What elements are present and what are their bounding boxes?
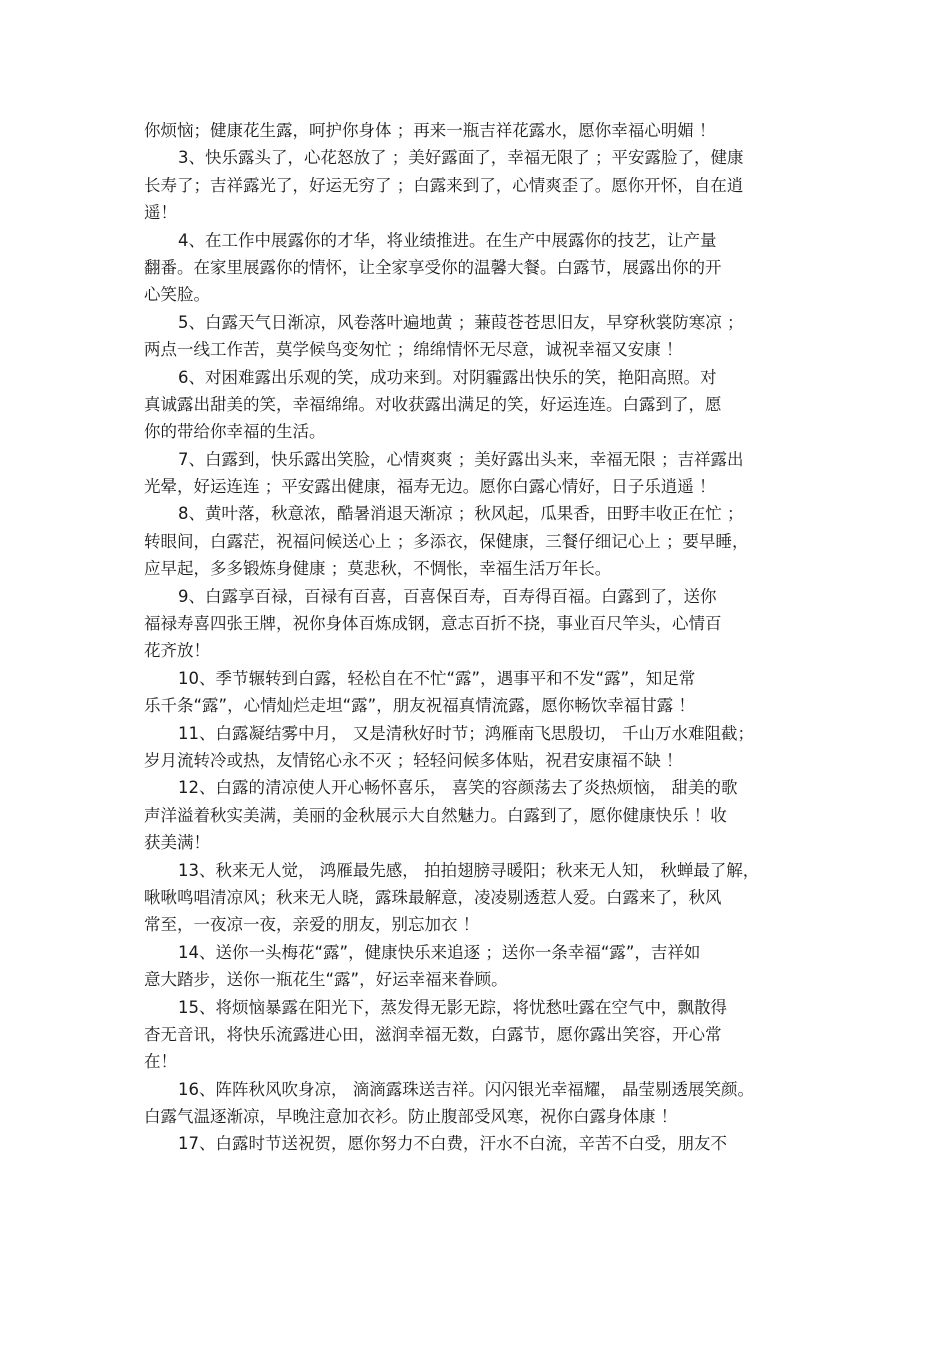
- paragraph-line: 乐千条“露”，心情灿烂走坦“露”，朋友祝福真情流露，愿你畅饮幸福甘露 ！: [144, 696, 695, 716]
- paragraph-first-line: 6、对困难露出乐观的笑，成功来到。对阴霾露出快乐的笑，艳阳高照。对: [178, 367, 717, 387]
- paragraph-line: 常至，一夜凉一夜，亲爱的朋友，别忘加衣 ！: [144, 915, 480, 935]
- paragraph-line: 获美满！: [144, 833, 210, 853]
- paragraph-line: 心笑脸。: [144, 285, 210, 305]
- paragraph-line: 在！: [144, 1052, 177, 1072]
- paragraph-first-line: 15、将烦恼暴露在阳光下，蒸发得无影无踪，将忧愁吐露在空气中，飘散得: [178, 997, 727, 1017]
- paragraph-first-line: 4、在工作中展露你的才华，将业绩推进。在生产中展露你的技艺，让产量: [178, 230, 717, 250]
- paragraph-first-line: 12、白露的清凉使人开心畅怀喜乐， 喜笑的容颜荡去了炎热烦恼， 甜美的歌: [178, 778, 738, 798]
- paragraph-line: 光晕，好运连连 ；平安露出健康，福寿无边。愿你白露心情好，日子乐逍遥 ！: [144, 477, 716, 497]
- paragraph-line: 遥！: [144, 203, 177, 223]
- paragraph-line: 两点一线工作苦，莫学候鸟变匆忙 ；绵绵情怀无尽意，诚祝幸福又安康 ！: [144, 340, 683, 360]
- paragraph-line: 声洋溢着秋实美满，美丽的金秋展示大自然魅力。白露到了，愿你健康快乐 ！收: [144, 805, 727, 825]
- paragraph-line: 应早起，多多锻炼身健康 ；莫悲秋，不惆怅，幸福生活万年长。: [144, 559, 612, 579]
- paragraph-line: 啾啾鸣唱清凉风；秋来无人晓，露珠最解意，凌凌剔透惹人爱。白露来了，秋风: [144, 887, 722, 907]
- paragraph-first-line: 7、白露到，快乐露出笑脸，心情爽爽 ；美好露出头来，幸福无限 ；吉祥露出: [178, 449, 744, 469]
- paragraph-first-line: 9、白露享百禄，百禄有百喜，百喜保百寿，百寿得百福。白露到了，送你: [178, 586, 717, 606]
- paragraph-first-line: 14、送你一头梅花“露”，健康快乐来追逐 ；送你一条幸福“露”，吉祥如: [178, 942, 701, 962]
- paragraph-first-line: 17、白露时节送祝贺，愿你努力不白费，汗水不白流，辛苦不白受，朋友不: [178, 1134, 727, 1154]
- paragraph-line: 花齐放！: [144, 641, 210, 661]
- paragraph-first-line: 11、白露凝结雾中月， 又是清秋好时节；鸿雁南飞思殷切， 千山万水难阻截；: [178, 723, 754, 743]
- paragraph-line: 杳无音讯，将快乐流露进心田，滋润幸福无数，白露节，愿你露出笑容，开心常: [144, 1024, 722, 1044]
- paragraph-line: 白露气温逐渐凉，早晚注意加衣衫。防止腹部受风寒，祝你白露身体康 ！: [144, 1107, 678, 1127]
- paragraph-first-line: 10、季节辗转到白露，轻松自在不忙“露”，遇事平和不发“露”，知足常: [178, 668, 696, 688]
- paragraph-line: 翻番。在家里展露你的情怀，让全家享受你的温馨大餐。白露节，展露出你的开: [144, 257, 722, 277]
- paragraph-first-line: 16、阵阵秋风吹身凉， 滴滴露珠送吉祥。闪闪银光幸福耀， 晶莹剔透展笑颜。: [178, 1079, 754, 1099]
- document-body: [144, 117, 810, 1158]
- paragraph-line: 你烦恼；健康花生露，呵护你身体 ；再来一瓶吉祥花露水，愿你幸福心明媚 ！: [144, 121, 716, 140]
- paragraph-first-line: 3、快乐露头了，心花怒放了 ；美好露面了，幸福无限了 ；平安露脸了，健康: [178, 148, 744, 168]
- paragraph-line: 真诚露出甜美的笑，幸福绵绵。对收获露出满足的笑，好运连连。白露到了，愿: [144, 394, 722, 414]
- paragraph-line: 长寿了；吉祥露光了，好运无穷了 ；白露来到了，心情爽歪了。愿你开怀，自在逍: [144, 175, 744, 195]
- paragraph-first-line: 8、黄叶落，秋意浓，酷暑消退天渐凉 ；秋风起，瓜果香，田野丰收正在忙 ；: [178, 504, 744, 524]
- paragraph-line: 意大踏步，送你一瓶花生“露”，好运幸福来眷顾。: [144, 970, 508, 990]
- paragraph-first-line: 13、秋来无人觉， 鸿雁最先感， 拍拍翅膀寻暖阳；秋来无人知， 秋蝉最了解，: [178, 860, 760, 880]
- paragraph-line: 福禄寿喜四张王牌，祝你身体百炼成钢，意志百折不挠，事业百尺竿头，心情百: [144, 614, 722, 634]
- paragraph-first-line: 5、白露天气日渐凉，风卷落叶遍地黄 ；蒹葭苍苍思旧友，早穿秋裳防寒凉 ；: [178, 312, 744, 332]
- paragraph-line: 岁月流转冷或热，友情铭心永不灭 ；轻轻问候多体贴，祝君安康福不缺 ！: [144, 750, 683, 770]
- paragraph-line: 转眼间，白露茫，祝福问候送心上 ；多添衣，保健康，三餐仔细记心上 ；要早睡，: [144, 531, 749, 551]
- paragraph-line: 你的带给你幸福的生活。: [144, 422, 326, 442]
